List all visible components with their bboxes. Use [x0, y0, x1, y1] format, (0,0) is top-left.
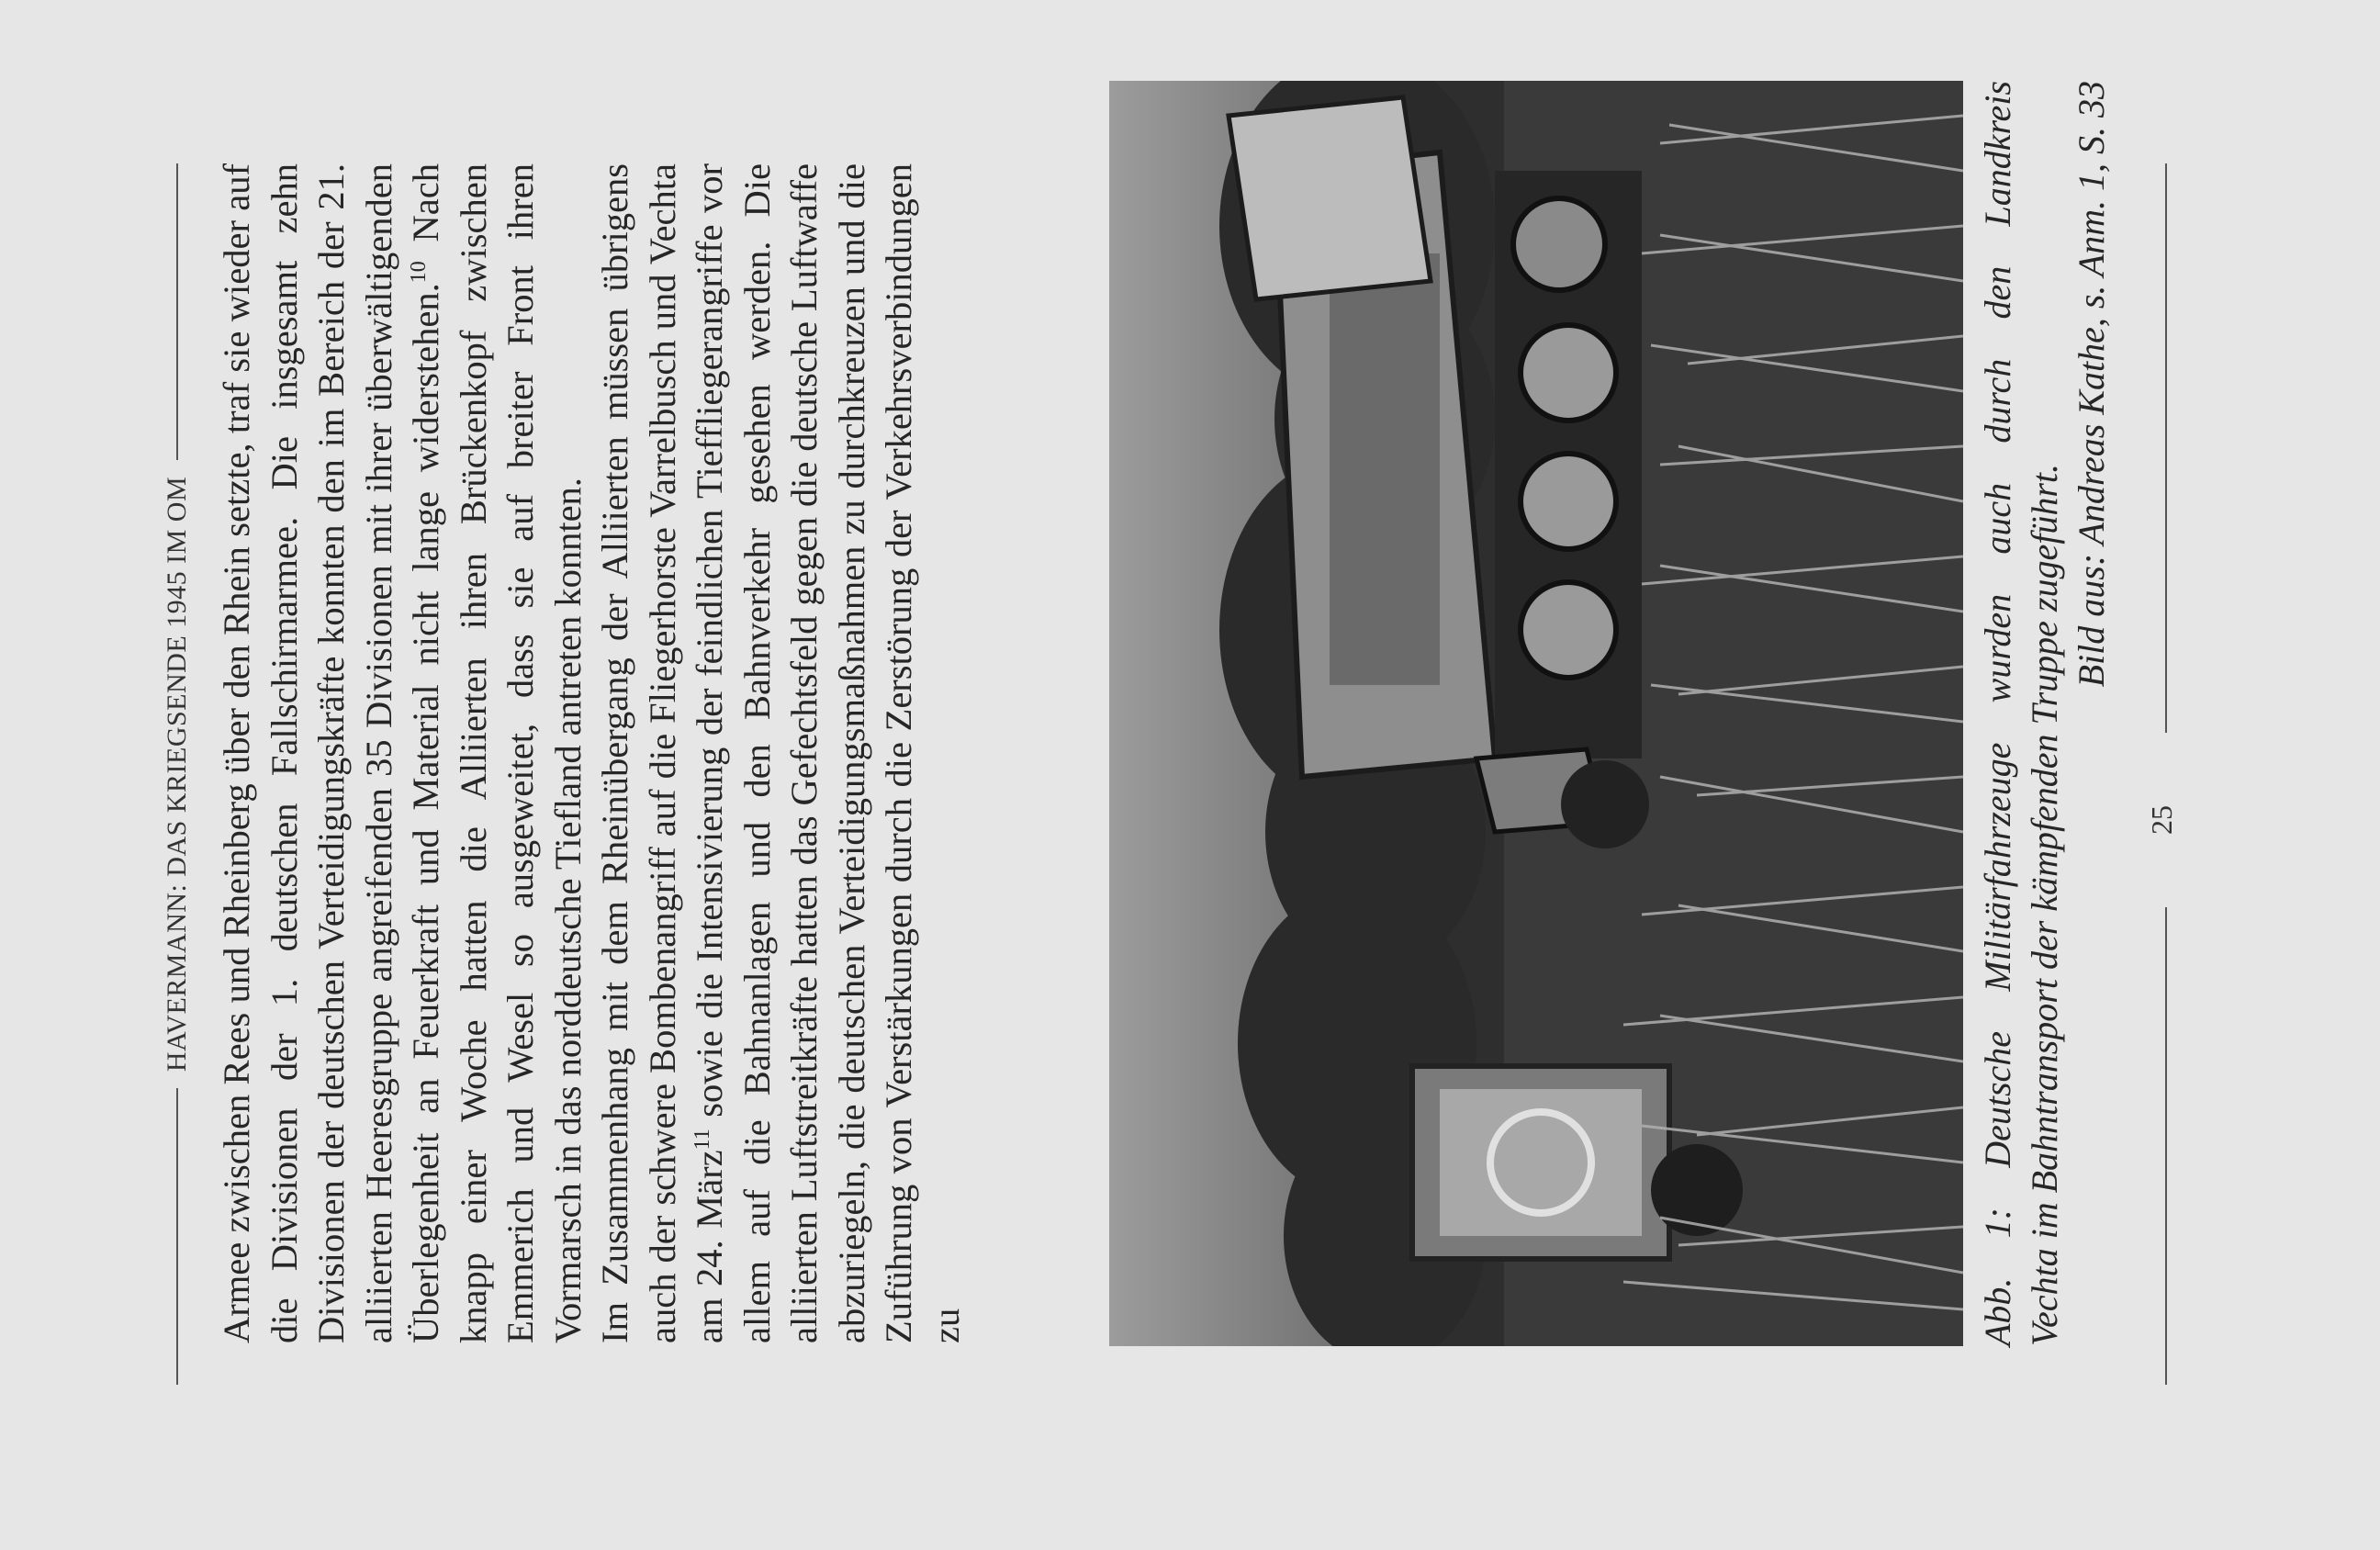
paragraph-1-text-b: Nach knapp einer Woche hatten die Alliierten ihren Brückenkopf zwischen Emmerich und Wesel so ausgeweitet, dass sie auf breiter Front ihren Vormarsch in das norddeutsche Tiefland antreten konnten. — [405, 163, 589, 1343]
figure-photo — [1109, 81, 1963, 1346]
paragraph-2 — [591, 163, 970, 1343]
footnote-ref-11: 11 — [690, 1129, 714, 1151]
photo-credit: Bild aus: Andreas Kathe, s. Anm. 1, S. 33 — [2071, 81, 2112, 688]
running-head-text: HAVERMANN: DAS KRIEGSENDE 1945 IM OM — [162, 476, 192, 1073]
footer-rule-left — [2165, 907, 2167, 1385]
paragraph-2-text-a: Im Zusammenhang mit dem Rheinübergang der Alliierten müssen übrigens auch der schwere Bombenangriff auf die Fliegerhorste Varrelbusch und Vechta am 24. März — [594, 163, 730, 1343]
military-vehicles-photo — [1109, 81, 1963, 1346]
footnote-ref-10: 10 — [407, 261, 431, 284]
paragraph-1-text-a: Armee zwischen Rees und Rheinberg über den Rhein setzte, traf sie wieder auf die Divisionen der 1. deutschen Fallschirmarmee. Die insgesamt zehn Divisionen der deutschen Verteidigungskräfte konnten den im Bereich der 21. alliierten Heeresgruppe angreifenden 35 Divisionen mit ihrer überwältigenden Überlegenheit an Feuerkraft und Material nicht lange widerstehen. — [216, 163, 446, 1343]
paragraph-2-text-b: sowie die Intensivierung der feindlichen Tieffliegerangriffe vor allem auf die Bahnanlagen und den Bahnverkehr gesehen werden. Die alliierten Luftstreitkräfte hatten das Gefechtsfeld gegen die deutsche Luftwaffe abzuriegeln, die deutschen Verteidigungsmaßnahmen zu durchkreuzen und die Zuführung von Verstärkungen durch die Zerstörung der Verkehrsverbindungen zu — [689, 163, 967, 1343]
caption-line-2: Vechta im Bahntransport der kämpfenden Truppe zugeführt. — [2024, 463, 2065, 1346]
body-text — [213, 163, 970, 1343]
page-footer — [2139, 163, 2195, 1385]
running-head-rule-left — [176, 1088, 178, 1385]
caption-line-1: Abb. 1: Deutsche Militärfahrzeuge wurden auch durch den Landkreis — [1977, 81, 2018, 1346]
running-head — [162, 163, 193, 1385]
paragraph-1 — [213, 163, 591, 1343]
figure-caption — [1974, 81, 2115, 1346]
running-head-rule-right — [176, 163, 178, 460]
footer-rule-right — [2165, 163, 2167, 733]
page-number: 25 — [2145, 805, 2178, 835]
